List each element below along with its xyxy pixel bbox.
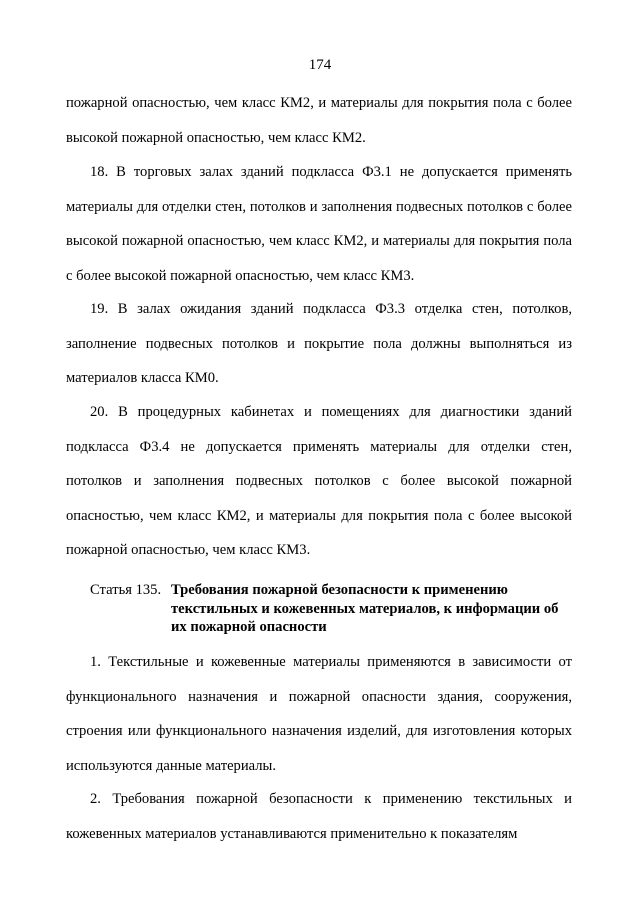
article-paragraph-2: 2. Требования пожарной безопасности к применению текстильных и кожевенных материалов устанавливаются применительно к показателям	[66, 791, 572, 842]
article-number: Статья 135.	[90, 582, 162, 598]
article-title: Требования пожарной безопасности к применению текстильных и кожевенных материалов, к информации об их пожарной опасности	[171, 582, 559, 635]
paragraph-continuation: пожарной опасностью, чем класс КМ2, и материалы для покрытия пола с более высокой пожарной опасностью, чем класс КМ2.	[66, 95, 572, 146]
paragraph-item-18: 18. В торговых залах зданий подкласса Ф3.1 не допускается применять материалы для отделки стен, потолков и заполнения подвесных потолков с более высокой пожарной опасностью, чем класс КМ2, и материалы для покрытия пола с более высокой пожарной опасностью, чем класс КМ3.	[66, 164, 572, 284]
page-number: 174	[308, 57, 332, 73]
paragraph-item-19: 19. В залах ожидания зданий подкласса Ф3.3 отделка стен, потолков, заполнение подвесных потолков и покрытие пола должны выполняться из материалов класса КМ0.	[66, 301, 572, 386]
paragraph-item-20: 20. В процедурных кабинетах и помещениях для диагностики зданий подкласса Ф3.4 не допускается применять материалы для отделки стен, потолков и заполнения подвесных потолков с более высокой пожарной опасностью, чем класс КМ2, и материалы для покрытия пола с более высокой пожарной опасностью, чем класс КМ3.	[66, 404, 572, 558]
article-paragraph-1: 1. Текстильные и кожевенные материалы применяются в зависимости от функционального назначения и пожарной опасности здания, сооружения, строения или функционального назначения изделий, для изготовления которых используются данные материалы.	[66, 654, 572, 774]
